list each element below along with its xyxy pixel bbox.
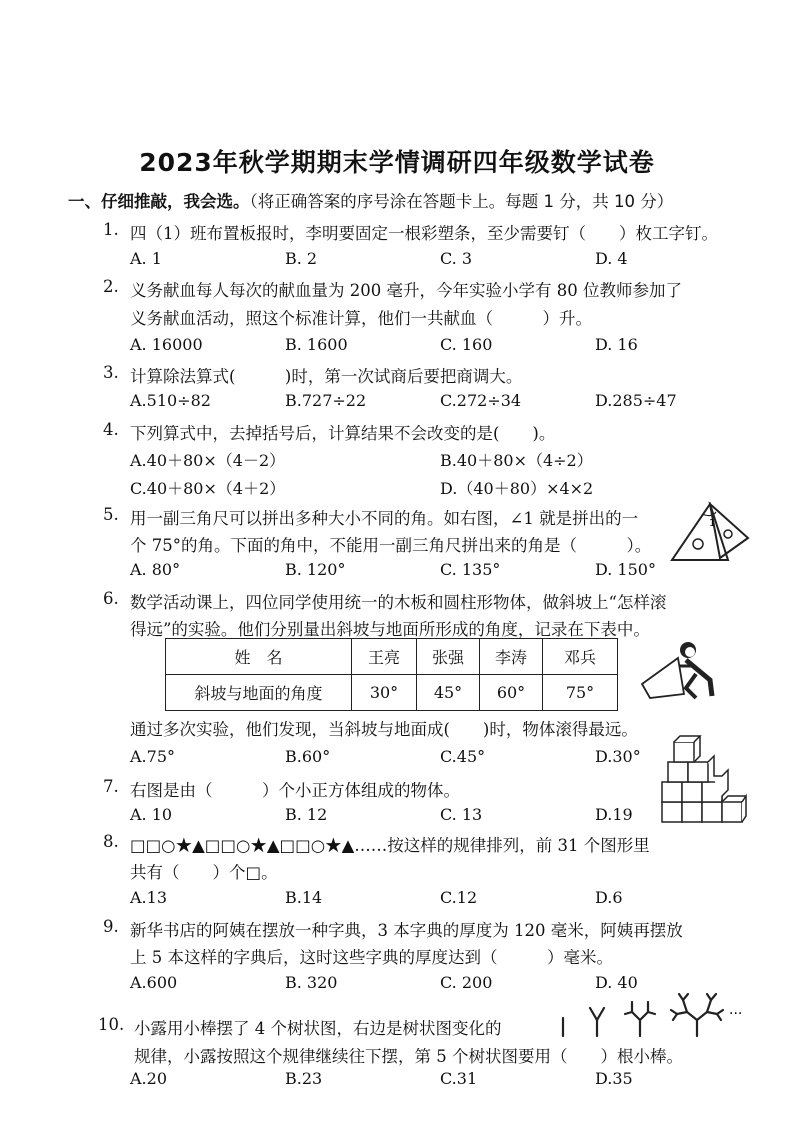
question-2-line-2: 义务献血活动，照这个标准计算，他们一共献血（ ）升。 bbox=[130, 309, 592, 328]
q8-option-b: B.14 bbox=[285, 888, 323, 907]
tree-ellipsis: ··· bbox=[729, 1006, 743, 1022]
question-5-line-1: 用一副三角尺可以拼出多种大小不同的角。如右图，∠1 就是拼出的一 bbox=[130, 509, 639, 528]
angle-table bbox=[165, 638, 618, 711]
table-cell: 45° bbox=[417, 675, 480, 711]
table-cell: 斜坡与地面的角度 bbox=[166, 675, 352, 711]
q2-option-b: B. 1600 bbox=[285, 335, 348, 354]
q10-option-c: C.31 bbox=[440, 1069, 478, 1088]
ramp-experiment-illustration bbox=[640, 636, 720, 704]
q4-option-b: B.40＋80×（4÷2） bbox=[440, 451, 593, 470]
q5-option-a: A. 80° bbox=[130, 560, 181, 579]
section-title: 一、仔细推敲，我会选。 bbox=[68, 192, 250, 211]
q5-option-d: D. 150° bbox=[595, 560, 656, 579]
q9-option-a: A.600 bbox=[130, 973, 178, 992]
table-cell: 30° bbox=[352, 675, 417, 711]
section-heading bbox=[68, 188, 673, 212]
q9-option-d: D. 40 bbox=[595, 973, 638, 992]
table-header-cell: 张强 bbox=[417, 639, 480, 675]
table-row bbox=[166, 675, 618, 711]
question-1-text: 四（1）班布置板报时，李明要固定一根彩塑条，至少需要钉（ ）枚工字钉。 bbox=[130, 224, 718, 243]
question-5-line-2: 个 75°的角。下面的角中，不能用一副三角尺拼出来的角是（ ）。 bbox=[130, 536, 652, 555]
q6-option-b: B.60° bbox=[285, 747, 331, 766]
q1-option-b: B. 2 bbox=[285, 249, 318, 268]
set-square-figure bbox=[668, 500, 752, 566]
question-number: 7. bbox=[103, 777, 119, 796]
table-cell: 60° bbox=[480, 675, 543, 711]
q6-option-c: C.45° bbox=[440, 747, 486, 766]
table-header-cell: 邓兵 bbox=[543, 639, 618, 675]
q3-option-a: A.510÷82 bbox=[130, 391, 211, 410]
question-3-text: 计算除法算式( )时，第一次试商后要把商调大。 bbox=[130, 367, 523, 386]
page-title: 2023年秋学期期末学情调研四年级数学试卷 bbox=[139, 148, 655, 177]
q3-option-d: D.285÷47 bbox=[595, 391, 677, 410]
section-instruction: （将正确答案的序号涂在答题卡上。每题 1 分，共 10 分） bbox=[249, 192, 674, 211]
question-number: 3. bbox=[103, 363, 119, 382]
q2-option-a: A. 16000 bbox=[130, 335, 203, 354]
question-9-line-1: 新华书店的阿姨在摆放一种字典，3 本字典的厚度为 120 毫米，阿姨再摆放 bbox=[130, 921, 683, 940]
question-6-line-3: 通过多次实验，他们发现，当斜坡与地面成( )时，物体滚得最远。 bbox=[130, 720, 638, 739]
question-10-line-2: 规律，小露按照这个规律继续往下摆，第 5 个树状图要用（ ）根小棒。 bbox=[134, 1047, 683, 1066]
q5-option-b: B. 120° bbox=[285, 560, 346, 579]
q10-option-b: B.23 bbox=[285, 1069, 323, 1088]
table-cell: 75° bbox=[543, 675, 618, 711]
q8-option-c: C.12 bbox=[440, 888, 478, 907]
q10-option-a: A.20 bbox=[130, 1069, 167, 1088]
question-number: 5. bbox=[103, 505, 119, 524]
q2-option-d: D. 16 bbox=[595, 335, 638, 354]
q8-option-d: D.6 bbox=[595, 888, 623, 907]
table-header-cell: 姓 名 bbox=[166, 639, 352, 675]
question-number: 2. bbox=[103, 277, 119, 296]
q3-option-c: C.272÷34 bbox=[440, 391, 522, 410]
question-number: 8. bbox=[103, 832, 119, 851]
q10-option-d: D.35 bbox=[595, 1069, 633, 1088]
q7-option-b: B. 12 bbox=[285, 805, 328, 824]
table-header-cell: 李涛 bbox=[480, 639, 543, 675]
q8-option-a: A.13 bbox=[130, 888, 167, 907]
q4-option-c: C.40＋80×（4＋2） bbox=[130, 479, 286, 498]
question-number: 9. bbox=[103, 917, 119, 936]
q1-option-c: C. 3 bbox=[440, 249, 473, 268]
q6-option-a: A.75° bbox=[130, 747, 175, 766]
q7-option-a: A. 10 bbox=[130, 805, 173, 824]
q4-option-a: A.40＋80×（4－2） bbox=[130, 451, 286, 470]
question-8-line-2: 共有（ ）个□。 bbox=[130, 863, 278, 882]
q1-option-d: D. 4 bbox=[595, 249, 628, 268]
table-header-row bbox=[166, 639, 618, 675]
question-number: 6. bbox=[103, 589, 119, 608]
q7-option-c: C. 13 bbox=[440, 805, 483, 824]
q1-option-a: A. 1 bbox=[130, 249, 162, 268]
angle-1-label: 1 bbox=[709, 518, 716, 529]
question-4-text: 下列算式中，去掉括号后，计算结果不会改变的是( )。 bbox=[130, 424, 556, 443]
q5-option-c: C. 135° bbox=[440, 560, 501, 579]
q3-option-b: B.727÷22 bbox=[285, 391, 367, 410]
tree-pattern-figure bbox=[555, 990, 785, 1042]
question-number: 1. bbox=[103, 220, 119, 239]
q4-option-d: D.（40＋80）×4×2 bbox=[440, 479, 594, 498]
q9-option-c: C. 200 bbox=[440, 973, 493, 992]
q6-option-d: D.30° bbox=[595, 747, 641, 766]
question-6-line-1: 数学活动课上，四位同学使用统一的木板和圆柱形物体，做斜坡上“怎样滚 bbox=[130, 593, 667, 612]
question-8-line-1: □□○★▲□□○★▲□□○★▲……按这样的规律排列，前 31 个图形里 bbox=[130, 836, 650, 855]
table-header-cell: 王亮 bbox=[352, 639, 417, 675]
cube-stack-figure bbox=[660, 732, 750, 824]
q2-option-c: C. 160 bbox=[440, 335, 493, 354]
q7-option-d: D.19 bbox=[595, 805, 633, 824]
question-10-line-1: 小露用小棒摆了 4 个树状图，右边是树状图变化的 bbox=[134, 1019, 502, 1038]
question-9-line-2: 上 5 本这样的字典后，这时这些字典的厚度达到（ ）毫米。 bbox=[130, 948, 613, 967]
question-2-line-1: 义务献血每人每次的献血量为 200 毫升，今年实验小学有 80 位教师参加了 bbox=[130, 281, 682, 300]
question-number: 10. bbox=[98, 1015, 125, 1034]
q9-option-b: B. 320 bbox=[285, 973, 338, 992]
question-6-line-2: 得远”的实验。他们分别量出斜坡与地面所形成的角度，记录在下表中。 bbox=[130, 620, 650, 639]
question-7-text: 右图是由（ ）个小正方体组成的物体。 bbox=[130, 781, 460, 800]
question-number: 4. bbox=[103, 420, 119, 439]
